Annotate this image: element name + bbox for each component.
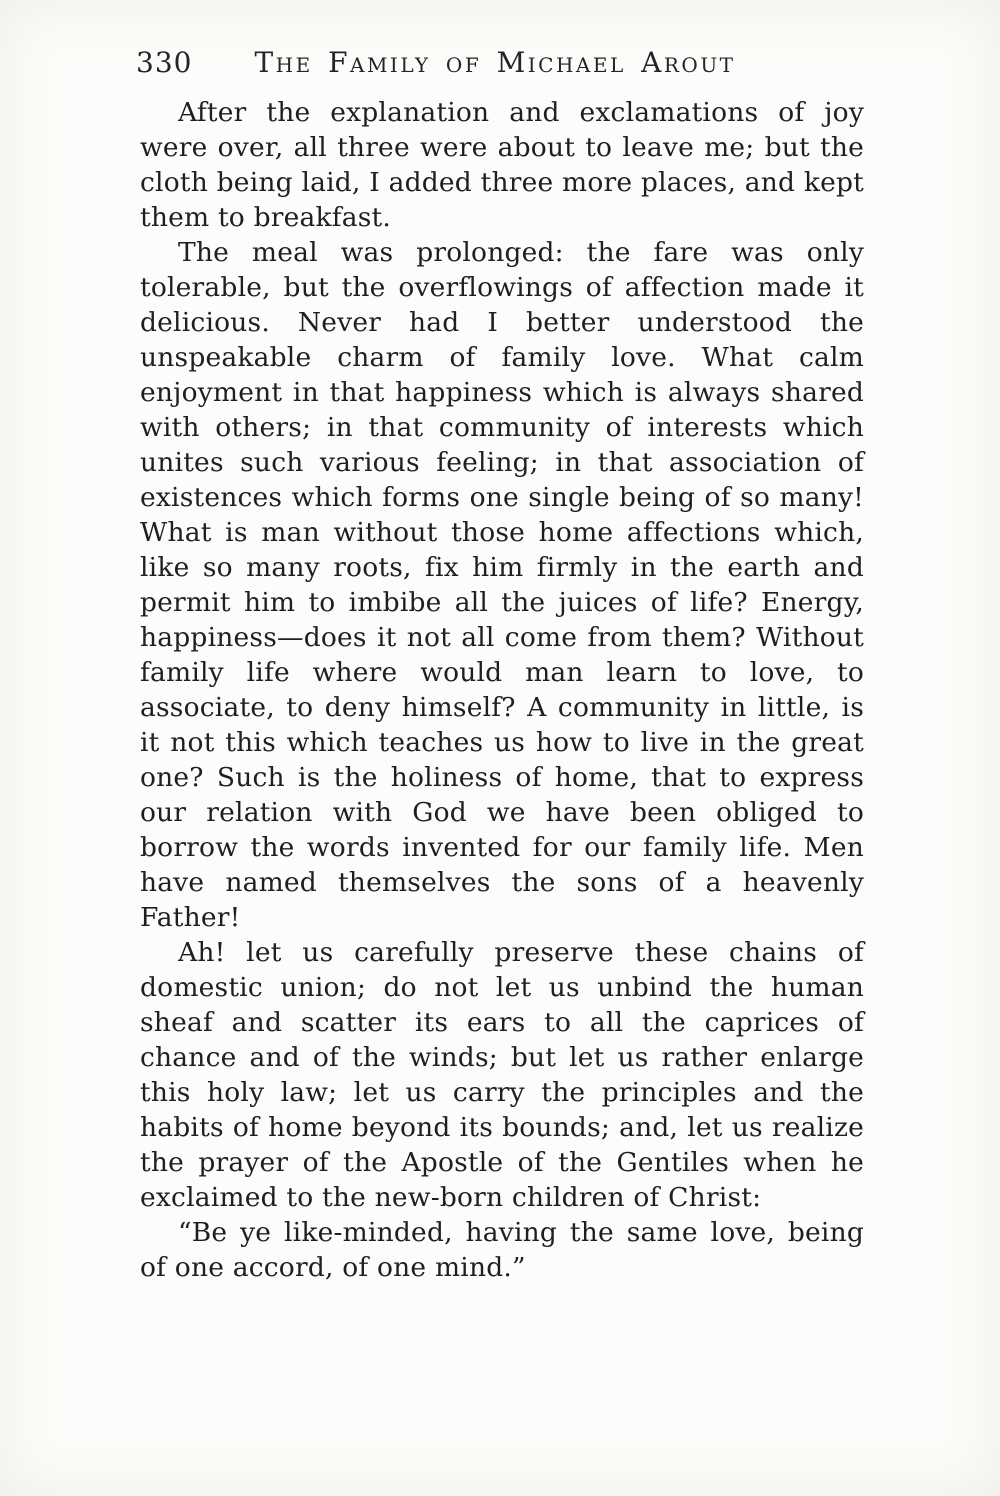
paragraph-1: After the explanation and exclamations of joy were over, all three were about to leave me; but the cloth being laid, I added three more places, and kept them to breakfast. <box>140 97 864 233</box>
paragraph-4: “Be ye like-minded, having the same love, being of one accord, of one mind.” <box>140 1217 864 1283</box>
paragraph-3: Ah! let us carefully preserve these chains of domestic union; do not let us unbind the human sheaf and scatter its ears to all the caprices of chance and of the winds; but let us rather enlarge this holy law; let us carry the principles and the habits of home beyond its bounds; and, let us realize the prayer of the Apostle of the Gentiles when he exclaimed to the new-born children of Christ: <box>140 937 864 1213</box>
page-number: 330 <box>136 46 193 79</box>
running-title: The Family of Michael Arout <box>254 46 736 79</box>
page-body <box>140 95 864 1285</box>
paragraph-2: The meal was prolonged: the fare was only tolerable, but the overflowings of affection made it delicious. Never had I better understood the unspeakable charm of family love. What calm enjoyment in that happiness which is always shared with others; in that community of interests which unites such various feeling; in that association of existences which forms one single being of so many! What is man without those home affections which, like so many roots, fix him firmly in the earth and permit him to imbibe all the juices of life? Energy, happiness—does it not all come from them? Without family life where would man learn to love, to associate, to deny himself? A community in little, is it not this which teaches us how to live in the great one? Such is the holiness of home, that to express our relation with God we have been obliged to borrow the words invented for our family life. Men have named themselves the sons of a heavenly Father! <box>140 237 864 933</box>
running-head <box>0 0 1000 79</box>
